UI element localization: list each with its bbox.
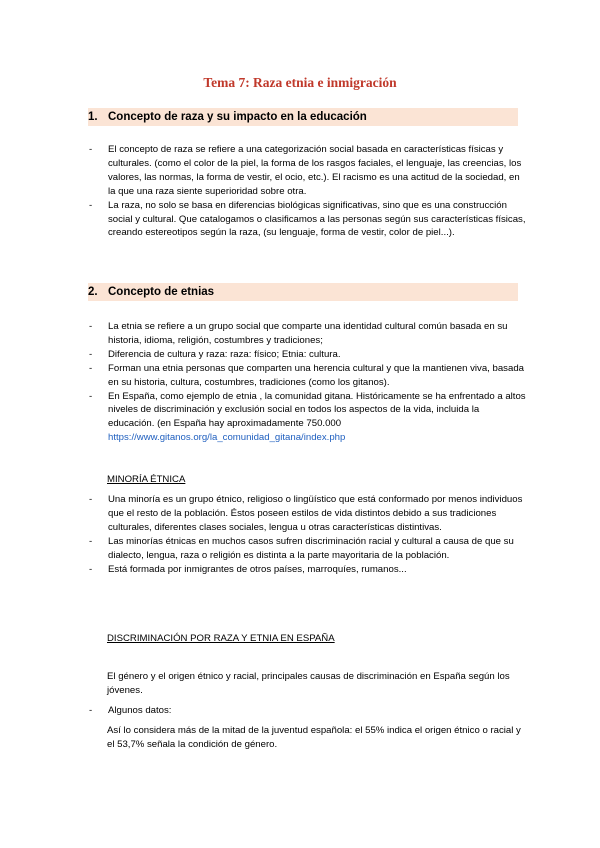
discriminacion-list	[88, 704, 528, 718]
minoria-heading: MINORÍA ÉTNICA	[107, 474, 186, 485]
document-title: Tema 7: Raza etnia e inmigración	[203, 75, 397, 90]
section-1-list	[88, 143, 528, 240]
list-item: - La etnia se refiere a un grupo social que comparte una identidad cultural común basada en su historia, idioma, religión, costumbres y tradiciones;	[89, 321, 508, 346]
section-1-title: Concepto de raza y su impacto en la educación	[108, 111, 367, 123]
discriminacion-intro: El género y el origen étnico y racial, principales causas de discriminación en España según los jóvenes.	[107, 671, 510, 696]
list-item: - Una minoría es un grupo étnico, religioso o lingüístico que está conformado por menos individuos que el resto de la población. Éstos poseen estilos de vida distintos debido a sus tradiciones culturales, diferentes clases sociales, lengua u otras características distintivas.	[89, 494, 523, 533]
section-2-title: Concepto de etnias	[108, 286, 215, 298]
list-item: - Forman una etnia personas que comparten una herencia cultural y que la mantienen viva, basada en su historia, cultura, costumbres, tradiciones (como los gitanos).	[89, 362, 524, 388]
list-item: - Las minorías étnicas en muchos casos sufren discriminación racial y cultural a causa de que su dialecto, lengua, raza o religión es distinta a la parte mayoritaria de la población.	[89, 535, 514, 561]
list-item: - Diferencia de cultura y raza: raza: físico; Etnia: cultura.	[89, 348, 341, 360]
section-1-number: 1.	[88, 111, 98, 123]
list-item: - El concepto de raza se refiere a una categorización social basada en características físicas y culturales. (como el color de la piel, la forma de los rasgos faciales, el lenguaje, las creencias, los valores, las normas, la forma de vestir, el ocio, etc.). El racismo es una actitud de la sociedad, en la que una raza siente superioridad sobre otra.	[89, 144, 522, 197]
list-item: - Está formada por inmigrantes de otros países, marroquíes, rumanos...	[89, 563, 407, 575]
discriminacion-heading: DISCRIMINACIÓN POR RAZA Y ETNIA EN ESPAÑA	[107, 633, 335, 644]
section-1-heading	[88, 108, 518, 126]
section-2-list	[88, 320, 528, 445]
list-item: - Algunos datos:	[89, 705, 172, 716]
gitanos-link[interactable]: https://www.gitanos.org/la_comunidad_gitana/index.php	[108, 432, 346, 444]
discriminacion-detail: Así lo considera más de la mitad de la juventud española: el 55% indica el origen étnico o racial y el 53,7% señala la condición de género.	[107, 725, 521, 750]
minoria-list	[88, 493, 528, 576]
list-item: - La raza, no solo se basa en diferencias biológicas significativas, sino que es una construcción social y cultural. Que catalogamos o clasificamos a las personas según sus características físicas, creando estereotipos según la raza, (su lenguaje, forma de vestir, color de piel...).	[89, 199, 526, 239]
section-2-heading	[88, 283, 518, 301]
list-item: - En España, como ejemplo de etnia , la comunidad gitana. Históricamente se ha enfrentado a altos niveles de discriminación y exclusión social en todos los aspectos de la vida, incluida la educación. (en España hay aproximadamente 750.000 https://www.gitanos.org/la_comunidad_gitana/index.php	[88, 390, 528, 446]
section-2-number: 2.	[88, 286, 98, 298]
